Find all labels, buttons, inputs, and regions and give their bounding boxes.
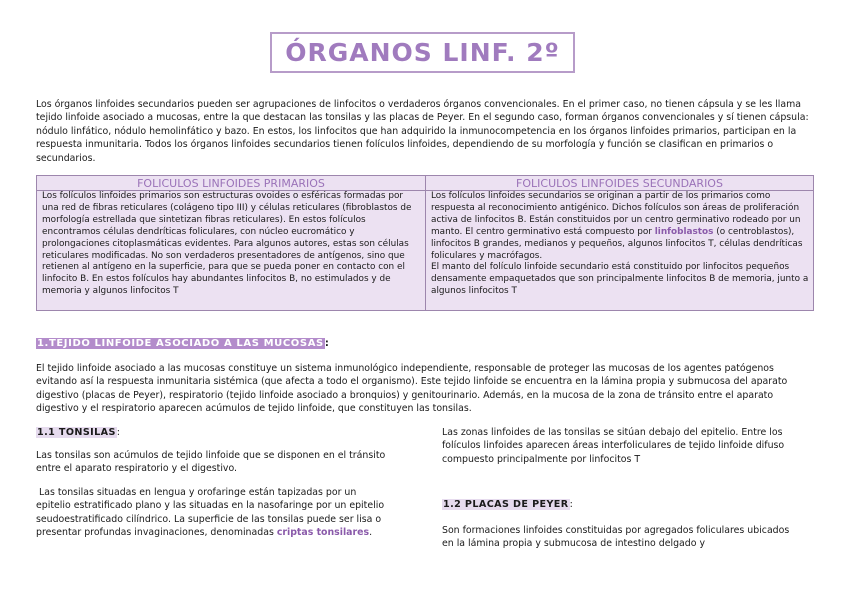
follicles-table (36, 175, 814, 311)
criptas-tonsilares-highlight: criptas tonsilares (276, 527, 370, 539)
peyer-paragraph: Son formaciones linfoides constituidas por agregados foliculares ubicados en la lámina propia y submucosa de intestino delgado y (442, 525, 790, 550)
tonsilas-heading-suffix: : (116, 427, 121, 438)
mucosas-paragraph: El tejido linfoide asociado a las mucosas constituye un sistema inmunológico independiente, responsable de proteger las mucosas de los agentes patógenos evitando así la respuesta inmunitaria sistémica (que afecta a todo el organismo). Este tejido linfoide se encuentra en la lámina propia y submucosa del aparato digestivo (placas de Peyer), respiratorio (tejido linfoide asociado a bronquios) y genitourinario. Además, en la mucosa de la zona de tránsito entre el aparato digestivo y el respiratorio aparecen acúmulos de tejido linfoide, que constituyen las tonsilas. (36, 363, 788, 415)
table-body-row (37, 191, 814, 311)
secondary-follicles-header: FOLICULOS LINFOIDES SECUNDARIOS (426, 176, 814, 191)
secondary-text-a: Los folículos linfoides secundarios se originan a partir de los primarios como respuesta al reconocimiento antigénico. Dichos folículos son áreas de proliferación activa de linfocitos B. Están constituidos por un centro germinativo rodeado por un manto. El centro germinativo está compuesto por (431, 191, 801, 237)
section-heading-suffix: : (324, 338, 330, 349)
secondary-follicles-cell (426, 191, 814, 311)
peyer-heading-text: 1.2 PLACAS DE PEYER (443, 499, 569, 510)
secondary-text-c: El manto del folículo linfoide secundario está constituido por linfocitos pequeños densamente empaquetados que son principalmente linfocitos B de memoria, junto a algunos linfocitos T (431, 262, 809, 297)
linfoblastos-highlight: linfoblastos (654, 226, 714, 237)
intro-paragraph: Los órganos linfoides secundarios pueden ser agrupaciones de linfocitos o verdaderos órganos convencionales. En el primer caso, no tienen cápsula y se les llama tejido linfoide asociado a mucosas, entre la que destacan las tonsilas y las placas de Peyer. En el segundo caso, forman órganos convencionales y sí tienen cápsula: nódulo linfático, nódulo hemolinfático y bazo. En estos, los linfocitos que han adquirido la inmunocompetencia en los órganos linfoides primarios, participan en la respuesta inmunitaria. Todos los órganos linfoides secundarios tienen folículos linfoides, dependiendo de su morfología y función se clasifican en primarios o secundarios. (36, 99, 809, 164)
tonsilas-heading (36, 427, 120, 438)
tonsilas-paragraph-3: Las zonas linfoides de las tonsilas se sitúan debajo del epitelio. Entre los folículos linfoides aparecen áreas interfoliculares de tejido linfoide difuso compuesto principalmente por linfocitos T (442, 427, 785, 465)
tonsilas-paragraph-1: Las tonsilas son acúmulos de tejido linfoide que se disponen en el tránsito entre el aparato respiratorio y el digestivo. (36, 450, 386, 475)
tonsilas-paragraph-2 (36, 486, 392, 540)
tonsilas-heading-text: 1.1 TONSILAS (37, 427, 116, 438)
tonsilas-p2-text: Las tonsilas situadas en lengua y orofaringe están tapizadas por un epitelio estratificado plano y las situadas en la nasofaringe por un epitelio seudoestratificado cilíndrico. La superficie de las tonsilas puede ser lisa o presentar profundas invaginaciones, denominadas (36, 487, 385, 539)
section-heading-mucosas (36, 337, 329, 351)
peyer-heading (442, 499, 573, 510)
page-title: ÓRGANOS LINF. 2º (270, 32, 575, 73)
peyer-heading-suffix: : (569, 499, 574, 510)
table-header-row (37, 176, 814, 191)
tonsilas-p2-end: . (369, 527, 373, 539)
section-heading-text: 1.TEJIDO LINFOIDE ASOCIADO A LAS MUCOSAS (37, 338, 324, 349)
secondary-text-b: (o centroblastos), linfocitos B grandes, medianos y pequeños, algunos linfocitos T, células dendríticas foliculares y macrófagos. (431, 226, 803, 261)
primary-follicles-text: Los folículos linfoides primarios son estructuras ovoides o esféricas formadas por una red de fibras reticulares (colágeno tipo III) y células reticulares (fibroblastos de morfología estrellada que sintetizan fibras reticulares). En estos folículos encontramos células dendríticas foliculares, con núcleo eucromático y prolongaciones citoplasmáticas evidentes. Para algunos autores, estas son células reticulares modificadas. No son verdaderos presentadores de antígenos, sino que retienen al antígeno en la superficie, para que se pueda poner en contacto con el linfocito B. En estos folículos hay abundantes linfocitos B, no estimulados y de memoria y algunos linfocitos T (37, 191, 426, 311)
primary-follicles-header: FOLICULOS LINFOIDES PRIMARIOS (37, 176, 426, 191)
